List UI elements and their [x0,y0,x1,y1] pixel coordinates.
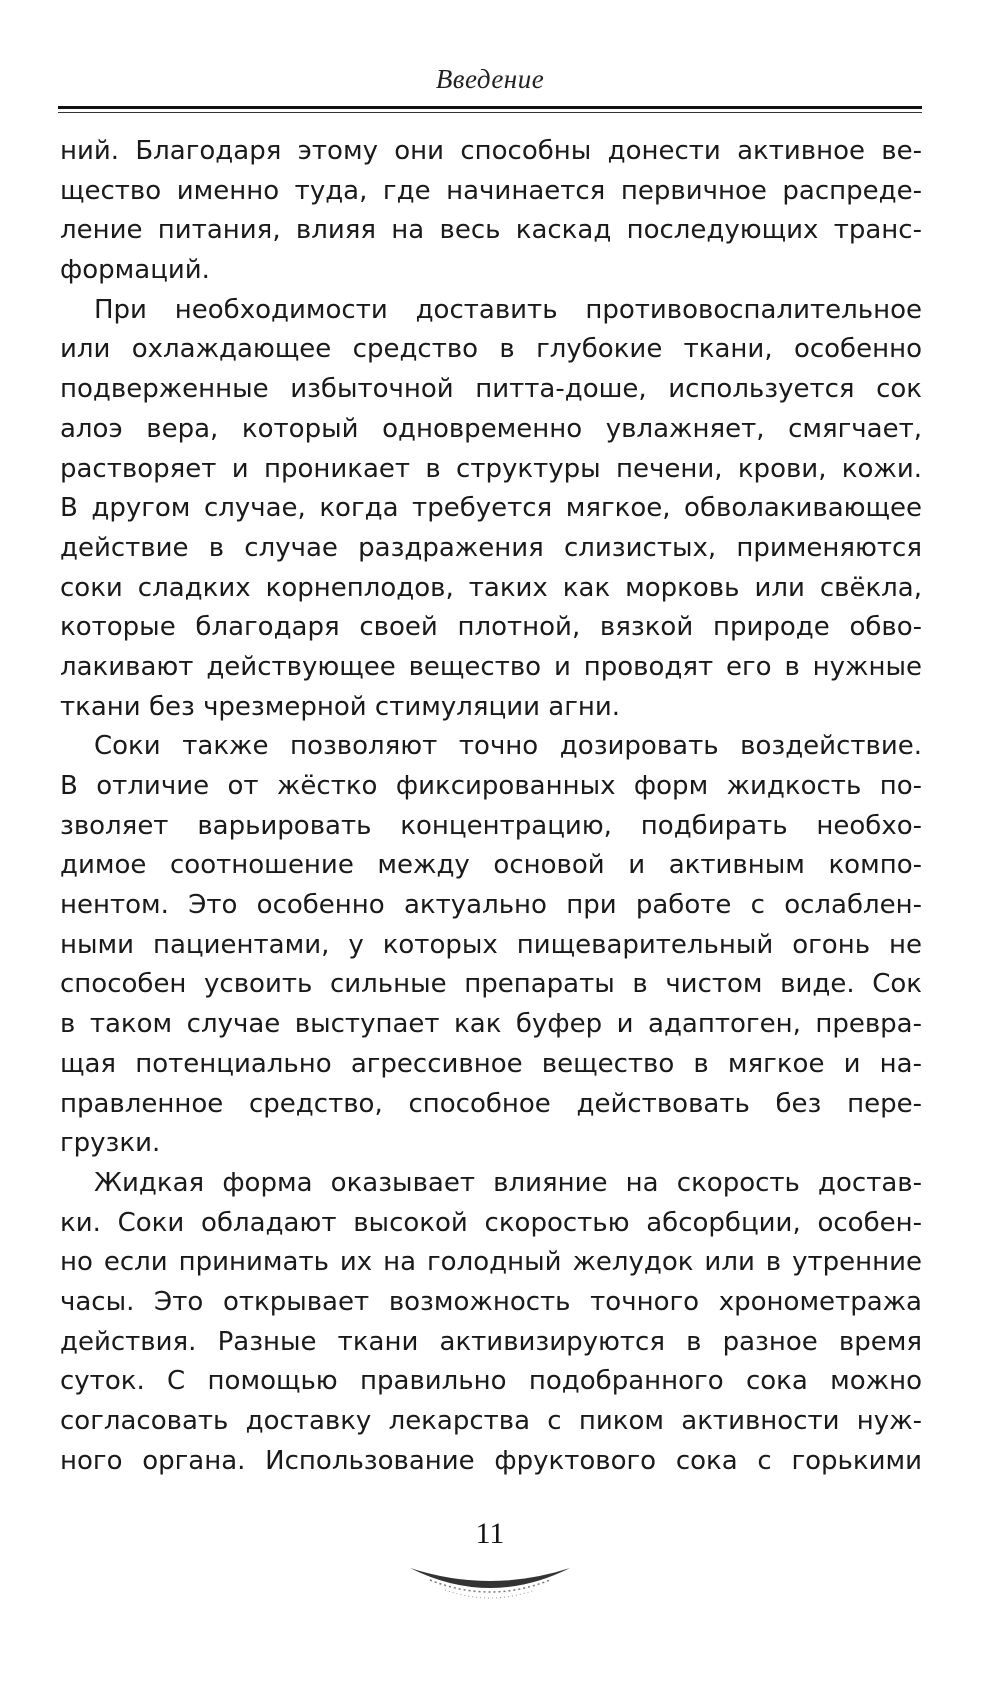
text-line: часы. Это открывает возможность точного хронометража [60,1286,922,1317]
running-head: Введение [435,64,545,94]
text-line: подверженные избыточной питта-доше, используется сок [60,374,922,405]
text-line: алоэ вера, который одновременно увлажняет, смягчает, [60,413,922,444]
text-line: способен усвоить сильные препараты в чистом виде. Сок [60,969,922,1000]
text-line: нентом. Это особенно актуально при работе с ослаблен- [60,890,922,921]
text-line: ки. Соки обладают высокой скоростью абсорбции, особен- [60,1207,922,1238]
text-line: правленное средство, способное действовать без пере- [60,1088,922,1119]
text-line: грузки. [60,1128,161,1159]
text-line: которые благодаря своей плотной, вязкой природе обво- [60,612,922,643]
text-line: В отличие от жёстко фиксированных форм жидкость по- [60,771,922,801]
text-line: соки сладких корнеплодов, таких как морковь или свёкла, [60,572,922,603]
text-line: ление питания, влияя на весь каскад последующих транс- [60,215,922,246]
text-line: согласовать доставку лекарства с пиком активности нуж- [60,1406,922,1436]
text-line: в таком случае выступает как буфер и адаптоген, превра- [60,1009,922,1040]
body-text [60,132,922,1481]
text-line: зволяет варьировать концентрацию, подбирать необхо- [60,810,922,841]
text-line: ний. Благодаря этому они способны донести активное ве- [60,136,922,166]
page-ornament-icon [400,1560,580,1610]
text-line: ткани без чрезмерной стимуляции агни. [60,691,621,722]
page-number: 11 [475,1517,505,1550]
text-line: формаций. [60,255,210,286]
text-line: При необходимости доставить противовоспалительное [94,294,922,325]
text-line: суток. С помощью правильно подобранного сока можно [60,1366,922,1397]
text-line: но если принимать их на голодный желудок или в утренние [60,1247,922,1278]
text-line: щая потенциально агрессивное вещество в мягкое и на- [60,1048,922,1079]
text-line: ными пациентами, у которых пищеварительный огонь не [60,929,922,960]
text-line: или охлаждающее средство в глубокие ткани, особенно [60,334,922,365]
text-line: Жидкая форма оказывает влияние на скорость достав- [94,1167,922,1198]
text-line: димое соотношение между основой и активным компо- [60,850,922,881]
header-rule-thin [58,112,922,113]
header-rule [58,106,922,109]
text-line: растворяет и проникает в структуры печени, крови, кожи. [60,453,922,484]
text-line: щество именно туда, где начинается первичное распреде- [60,175,922,206]
text-line: лакивают действующее вещество и проводят его в нужные [60,651,922,682]
text-line: ного органа. Использование фруктового сока с горькими [60,1445,922,1476]
text-line: Соки также позволяют точно дозировать воздействие. [94,731,922,762]
text-line: действия. Разные ткани активизируются в разное время [60,1326,922,1357]
text-line: действие в случае раздражения слизистых, применяются [60,532,922,563]
text-line: В другом случае, когда требуется мягкое, обволакивающее [60,493,922,524]
